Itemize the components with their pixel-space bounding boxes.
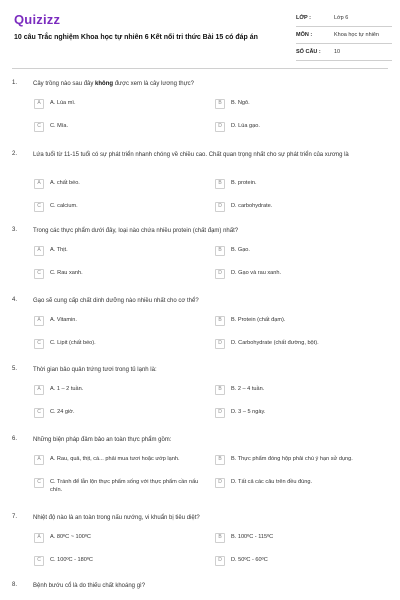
answer-option xyxy=(215,409,381,418)
meta-value: Lớp 6 xyxy=(334,15,349,21)
question-text xyxy=(33,366,383,374)
option-text: D. Lúa gạo. xyxy=(231,123,260,129)
quizizz-logo: Quizizz xyxy=(14,12,61,27)
answer-option xyxy=(215,123,381,132)
question-text-part: Thời gian bảo quản trứng tươi trong tủ lạnh là: xyxy=(33,367,157,373)
option-letter-box: D xyxy=(215,556,225,566)
option-letter-box: B xyxy=(215,316,225,326)
option-text: A. Lúa mì. xyxy=(50,100,76,106)
option-letter-box: C xyxy=(34,202,44,212)
option-text: A. Rau, quả, thịt, cá... phải mua tươi hoặc ướp lạnh. xyxy=(50,456,180,462)
option-text: D. 3 – 5 ngày. xyxy=(231,409,266,415)
option-letter-box: D xyxy=(215,122,225,132)
meta-row-count xyxy=(296,44,392,61)
answer-option xyxy=(215,386,381,395)
option-letter-box: D xyxy=(215,202,225,212)
meta-row-class xyxy=(296,10,392,27)
option-text: B. Gạo. xyxy=(231,247,250,253)
answer-option xyxy=(34,386,200,395)
option-text: A. 1 – 2 tuần. xyxy=(50,386,84,392)
option-letter-box: B xyxy=(215,455,225,465)
option-text: A. chất béo. xyxy=(50,180,80,186)
answer-option xyxy=(34,123,200,132)
answer-option xyxy=(34,340,200,349)
question-number: 2. xyxy=(12,151,18,157)
option-text: D. carbohydrate. xyxy=(231,203,273,209)
question-text-part: Những biện pháp đảm bảo an toàn thực phẩm gồm: xyxy=(33,437,172,443)
question-text-part: Gạo sẽ cung cấp chất dinh dưỡng nào nhiều nhất cho cơ thể? xyxy=(33,298,199,304)
answer-option xyxy=(34,180,200,189)
option-letter-box: C xyxy=(34,556,44,566)
option-letter-box: C xyxy=(34,478,44,488)
option-text: B. Thực phẩm đóng hộp phải chú ý hạn sử dụng. xyxy=(231,456,353,462)
answer-option xyxy=(215,340,381,349)
option-letter-box: C xyxy=(34,122,44,132)
answer-option xyxy=(34,270,200,279)
option-letter-box: B xyxy=(215,533,225,543)
question-number: 1. xyxy=(12,80,18,86)
option-text: C. 24 giờ. xyxy=(50,409,75,415)
meta-value: 10 xyxy=(334,49,341,55)
answer-option xyxy=(34,409,200,418)
question-text xyxy=(33,582,383,590)
answer-option xyxy=(34,203,200,212)
option-letter-box: D xyxy=(215,339,225,349)
question-number: 7. xyxy=(12,514,18,520)
option-text: C. 100ºC - 180ºC xyxy=(50,557,93,563)
option-letter-box: C xyxy=(34,339,44,349)
question-text-part: được xem là cây lương thực? xyxy=(113,81,194,87)
option-letter-box: B xyxy=(215,385,225,395)
option-letter-box: A xyxy=(34,316,44,326)
meta-row-subject xyxy=(296,27,392,44)
option-text: B. 2 – 4 tuần. xyxy=(231,386,265,392)
question-text-part: Nhiệt độ nào là an toàn trong nấu nướng, vi khuẩn bị tiêu diệt? xyxy=(33,515,200,521)
option-letter-box: B xyxy=(215,179,225,189)
option-letter-box: B xyxy=(215,246,225,256)
option-text: A. Vitamin. xyxy=(50,317,77,323)
meta-label: MÔN : xyxy=(296,32,313,38)
question-number: 6. xyxy=(12,436,18,442)
option-letter-box: D xyxy=(215,478,225,488)
option-text: D. Gạo và rau xanh. xyxy=(231,270,282,276)
option-letter-box: C xyxy=(34,408,44,418)
answer-option xyxy=(215,456,381,465)
question-number: 4. xyxy=(12,297,18,303)
option-text: C. Mía. xyxy=(50,123,69,129)
question-number: 8. xyxy=(12,582,18,588)
option-text: B. protein. xyxy=(231,180,257,186)
option-letter-box: D xyxy=(215,269,225,279)
option-text: D. 50ºC - 60ºC xyxy=(231,557,268,563)
answer-option xyxy=(215,180,381,189)
question-number: 5. xyxy=(12,366,18,372)
answer-option xyxy=(215,100,381,109)
answer-option xyxy=(34,534,200,543)
option-text: C. calcium. xyxy=(50,203,78,209)
answer-option xyxy=(34,479,200,494)
answer-option xyxy=(34,456,200,465)
option-text: B. Protein (chất đạm). xyxy=(231,317,286,323)
answer-option xyxy=(34,247,200,256)
header-divider xyxy=(12,68,388,69)
answer-option xyxy=(215,557,381,566)
answer-option xyxy=(34,317,200,326)
answer-option xyxy=(215,479,381,488)
question-text xyxy=(33,151,383,159)
option-letter-box: C xyxy=(34,269,44,279)
option-letter-box: D xyxy=(215,408,225,418)
question-text-part: Cây trồng nào sau đây xyxy=(33,81,96,87)
question-text xyxy=(33,436,383,444)
option-text: C. Rau xanh. xyxy=(50,270,83,276)
answer-option xyxy=(215,247,381,256)
option-letter-box: A xyxy=(34,179,44,189)
answer-option xyxy=(34,100,200,109)
worksheet-meta xyxy=(296,10,392,61)
question-text-part: Lứa tuổi từ 11-15 tuổi có sự phát triển nhanh chóng về chiều cao. Chất quan trọng nhất cho sự phát triển của xương là xyxy=(33,152,349,158)
option-text: C. Tránh để lẫn lộn thực phẩm sống với thực phẩm cần nấu chín. xyxy=(50,479,199,493)
option-letter-box: A xyxy=(34,455,44,465)
meta-label: SỐ CÂU : xyxy=(296,49,321,55)
option-letter-box: A xyxy=(34,533,44,543)
question-text-emphasis: không xyxy=(95,81,114,87)
option-text: C. Lipit (chất béo). xyxy=(50,340,96,346)
question-text xyxy=(33,80,383,88)
meta-label: LỚP : xyxy=(296,15,311,21)
option-letter-box: A xyxy=(34,385,44,395)
question-text-part: Bệnh bướu cổ là do thiếu chất khoáng gì? xyxy=(33,583,146,589)
option-text: A. Thịt. xyxy=(50,247,68,253)
option-text: D. Carbohydrate (chất đường, bột). xyxy=(231,340,319,346)
answer-option xyxy=(215,203,381,212)
worksheet-header xyxy=(0,0,400,64)
meta-value: Khoa học tự nhiên xyxy=(334,32,379,38)
question-text xyxy=(33,227,383,235)
option-letter-box: B xyxy=(215,99,225,109)
question-text-part: Trong các thực phẩm dưới đây, loại nào chứa nhiều protein (chất đạm) nhất? xyxy=(33,228,239,234)
option-text: D. Tất cả các câu trên đều đúng. xyxy=(231,479,313,485)
answer-option xyxy=(215,317,381,326)
question-text xyxy=(33,514,383,522)
question-text xyxy=(33,297,383,305)
answer-option xyxy=(215,270,381,279)
answer-option xyxy=(34,557,200,566)
option-text: B. Ngô. xyxy=(231,100,250,106)
answer-option xyxy=(215,534,381,543)
option-letter-box: A xyxy=(34,246,44,256)
worksheet-title: 10 câu Trắc nghiệm Khoa học tự nhiên 6 Kết nối tri thức Bài 15 có đáp án xyxy=(14,34,258,41)
question-number: 3. xyxy=(12,227,18,233)
option-text: B. 100ºC - 115ºC xyxy=(231,534,274,540)
option-letter-box: A xyxy=(34,99,44,109)
option-text: A. 80ºC ~ 100ºC xyxy=(50,534,91,540)
